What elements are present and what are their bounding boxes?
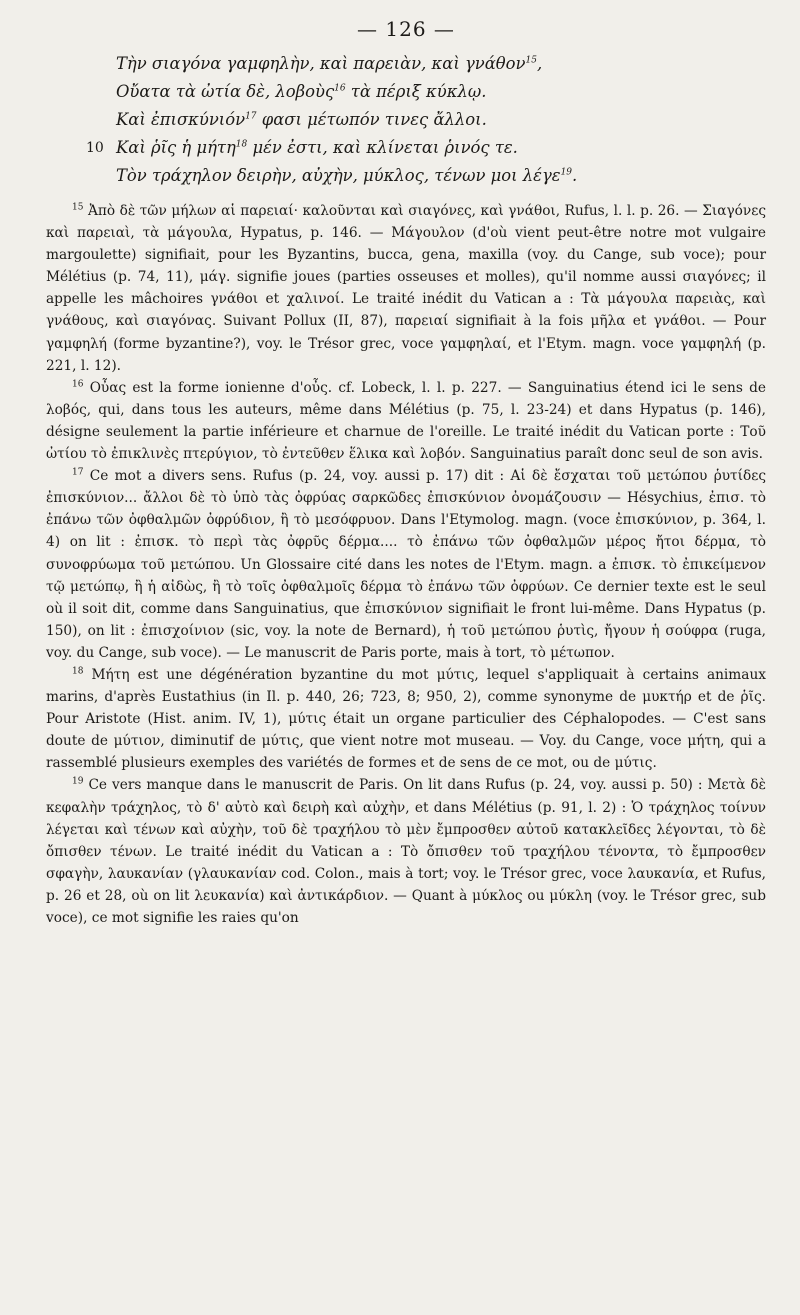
- footnote-ref: 18: [235, 139, 248, 150]
- verse-line: [116, 162, 766, 190]
- verse-line: [116, 106, 766, 134]
- verse-block: [86, 50, 766, 190]
- footnote-text: Ce mot a divers sens. Rufus (p. 24, voy. aussi p. 17) dit : Αἱ δὲ ἔσχαται τοῦ μετώπου ῥυτίδες ἐπισκύνιον... ἄλλοι δὲ τὸ ὑπὸ τὰς ὀφρύας σαρκῶδες ἐπισκύνιον ὀνομάζουσιν — Hésychius, ἐπισ. τὸ ἐπάνω τῶν ὀφθαλμῶν ὀφρύδιον, ἢ τὸ μεσόφρυον. Dans l'Etymolog. magn. (voce ἐπισκύνιον, p. 364, l. 4) on lit : ἐπισκ. τὸ περὶ τὰς ὀφρῦς δέρμα.... τὸ ἐπάνω τῶν ὀφθαλμῶν μέρος ἤτοι δέρμα, τὸ συνοφρύωμα τοῦ μετώπου. Un Glossaire cité dans les notes de l'Etym. magn. a ἐπισκ. τὸ ἐπικείμενον τῷ μετώπῳ, ἢ ἡ αἰδὼς, ἢ τὸ τοῖς ὀφθαλμοῖς δέρμα τὸ ἐπάνω τῶν ὀφρύων. Ce dernier texte est le seul où il soit dit, comme dans Sanguinatius, que ἐπισκύνιον signifiait le front lui-même. Dans Hypatus (p. 150), on lit : ἐπισχοίνιον (sic, voy. la note de Bernard), ἡ τοῦ μετώπου ῥυτὶς, ἤγουν ἡ σούφρα (ruga, voy. du Cange, sub voce). — Le manuscrit de Paris porte, mais à tort, τὸ μέτωπον.: [46, 468, 766, 661]
- footnote-17: [46, 465, 766, 664]
- footnote-ref: 15: [525, 55, 537, 66]
- footnote-15: [46, 200, 766, 377]
- verse-text: Τὴν σιαγόνα γαμφηλὴν, καὶ παρειὰν, καὶ γνάθον: [116, 54, 526, 73]
- verse-line: [86, 134, 766, 162]
- verse-text-tail: φασι μέτωπόν τινες ἄλλοι.: [256, 110, 487, 129]
- footnote-text: Οὖας est la forme ionienne d'οὖς. cf. Lobeck, l. l. p. 227. — Sanguinatius étend ici le sens de λοβός, qui, dans tous les auteurs, même dans Mélétius (p. 75, l. 23-24) et dans Hypatus (p. 146), désigne seulement la partie inférieure et charnue de l'oreille. Le traité inédit du Vatican porte : Τοῦ ὠτίου τὸ ἐπικλινὲς πτερύγιον, τὸ ἐντεῦθεν ἕλικα καὶ λοβόν. Sanguinatius paraît donc seul de son avis.: [46, 379, 766, 463]
- verse-text-tail: ,: [536, 54, 543, 73]
- footnote-ref: 19: [560, 167, 573, 178]
- footnote-number: 17: [72, 467, 84, 478]
- footnotes: [46, 200, 766, 929]
- footnote-18: [46, 664, 766, 774]
- footnote-text: Μήτη est une dégénération byzantine du mot μύτις, lequel s'appliquait à certains animaux marins, d'après Eustathius (in Il. p. 440, 26; 723, 8; 950, 2), comme synonyme de μυκτήρ et de ῥῖς. Pour Aristote (Hist. anim. IV, 1), μύτις était un organe particulier des Céphalopodes. — C'est sans doute de μύτιον, diminutif de μύτις, que vient notre mot museau. — Voy. du Cange, voce μήτη, qui a rassemblé plusieurs exemples des variétés de formes et de sens de ce mot, ou de μύτις.: [46, 666, 766, 772]
- footnote-text: Ἀπὸ δὲ τῶν μήλων αἱ παρειαί· καλοῦνται καὶ σιαγόνες, καὶ γνάθοι, Rufus, l. l. p. 26. — Σιαγόνες καὶ παρειαὶ, τὰ μάγουλα, Hypatus, p. 146. — Μάγουλον (d'où vient peut-être notre mot vulgaire margoulette) signifiait, pour les Byzantins, bucca, gena, maxilla (voy. du Cange, sub voce); pour Mélétius (p. 74, 11), μάγ. signifie joues (parties osseuses et molles), qu'il nomme aussi σιαγόνες; il appelle les mâchoires γνάθοι et χαλινοί. Le traité inédit du Vatican a : Τὰ μάγουλα παρειὰς, καὶ γνάθους, καὶ σιαγόνας. Suivant Pollux (II, 87), παρειαί signifiait à la fois μῆλα et γνάθοι. — Pour γαμφηλή (forme byzantine?), voy. le Trésor grec, voce γαμφηλαί, et l'Etym. magn. voce γαμφηλή (p. 221, l. 12).: [46, 203, 766, 374]
- footnote-text: Ce vers manque dans le manuscrit de Paris. On lit dans Rufus (p. 24, voy. aussi p. 50) : Μετὰ δὲ κεφαλὴν τράχηλος, τὸ δ' αὐτὸ καὶ δειρὴ καὶ αὐχὴν, et dans Mélétius (p. 91, l. 2) : Ὁ τράχηλος τοίνυν λέγεται καὶ τένων καὶ αὐχὴν, τοῦ δὲ τραχήλου τὸ μὲν ἔμπροσθεν αὐτοῦ κατακλεῖδες λέγονται, τὸ δὲ ὄπισθεν τένων. Le traité inédit du Vatican a : Τὸ ὄπισθεν τοῦ τραχήλου τένοντα, τὸ ἔμπροσθεν σφαγὴν, λαυκανίαν (γλαυκανίαν cod. Colon., mais à tort; voy. le Trésor grec, voce λαυκανία, et Rufus, p. 26 et 28, où on lit λευκανία) καὶ ἀντικάρδιον. — Quant à μύκλος ou μύκλη (voy. le Trésor grec, sub voce), ce mot signifie les raies qu'on: [46, 777, 766, 926]
- footnote-number: 19: [72, 776, 84, 787]
- page-number: — 126 —: [357, 17, 455, 41]
- verse-text-tail: μέν ἐστι, καὶ κλίνεται ῥινός τε.: [247, 138, 518, 157]
- footnote-16: [46, 377, 766, 465]
- verse-line: [116, 50, 766, 78]
- verse-text: Καὶ ῥῖς ἡ μήτη: [116, 138, 236, 157]
- footnote-number: 15: [72, 202, 84, 213]
- footnote-number: 16: [72, 379, 84, 390]
- line-number: 10: [86, 140, 104, 156]
- verse-text: Τὸν τράχηλον δειρὴν, αὐχὴν, μύκλος, τένων μοι λέγε: [116, 166, 561, 185]
- verse-text: Οὔατα τὰ ὠτία δὲ, λοβοὺς: [116, 82, 335, 101]
- verse-line: [116, 78, 766, 106]
- verse-text-tail: .: [572, 166, 578, 185]
- verse-text: Καὶ ἐπισκύνιόν: [116, 110, 246, 129]
- footnote-ref: 17: [245, 111, 257, 122]
- footnote-number: 18: [72, 666, 84, 677]
- footnote-ref: 16: [334, 83, 346, 94]
- verse-text-tail: τὰ πέριξ κύκλῳ.: [345, 82, 487, 101]
- footnote-19: [46, 774, 766, 929]
